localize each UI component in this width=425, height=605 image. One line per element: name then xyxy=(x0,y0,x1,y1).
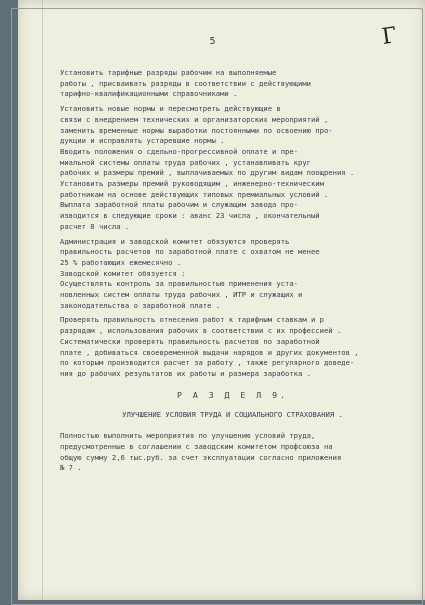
text-line: Проверять правильность отнесения работ к тарифным ставкам и р xyxy=(60,315,324,325)
text-line: заменить временные нормы выработки постоянными по освоению про- xyxy=(60,125,333,135)
text-line: ния до рабочих результатов их работы и размера заработка . xyxy=(60,368,311,378)
text-line: Установить тарифные разряды рабочим на выполняемые xyxy=(60,68,277,77)
handwritten-mark: Г xyxy=(380,23,399,50)
margin-rule xyxy=(42,0,43,600)
text-line: работникам на основе действующих типовых премиальных условий . xyxy=(60,189,329,199)
text-line: предусмотренные в соглашении с заводским комитетом профсоюза на xyxy=(60,441,333,451)
text-line: Установить размеры премий руководящим , инженерно-техническим xyxy=(60,179,324,189)
text-line: новленных систем оплаты труда рабочих , ИТР и служащих и xyxy=(60,290,303,300)
text-line: правильность расчетов по заработной плате с охватом не менее xyxy=(60,247,320,257)
text-line: Установить новые нормы и пересмотреть действующие в xyxy=(60,104,281,114)
text-line: работы , присваивать разряды в соответствии с действующими xyxy=(60,78,311,88)
text-line: № 7 . xyxy=(60,463,82,473)
text-line: Полностью выполнить мероприятия по улучшению условий труда, xyxy=(60,431,316,441)
text-line: Вводить положения о сдельно-прогрессивной оплате и пре- xyxy=(60,146,298,156)
text-line: 25 % работающих ежемесячно . xyxy=(60,257,182,267)
text-line: плате , добиваться своевременной выдачи нарядов и других документов , xyxy=(60,347,359,357)
text-line: рабочих и размеры премий , выплачиваемых по другим видам поощрения . xyxy=(60,168,355,178)
text-line: Осуществлять контроль за правильностью применения уста- xyxy=(60,279,298,289)
text-line: по которым производится расчет за работу , также регулярного доведе- xyxy=(60,358,355,368)
text-line: законодательства о заработной плате . xyxy=(60,300,221,310)
text-line: миальной системы оплаты труда рабочих , устанавливать круг xyxy=(60,157,311,167)
page-number: 5 xyxy=(209,36,216,47)
text-line: расчет 8 числа . xyxy=(60,221,130,231)
text-line: Заводской комитет обязуется : xyxy=(60,268,186,278)
text-line: разрядам , использования рабочих в соответствии с их профессией . xyxy=(60,326,342,336)
section-heading: Р А З Д Е Л 9. xyxy=(176,389,288,400)
text-line: Систематически проверять правильность расчетов по заработной xyxy=(60,336,320,346)
text-line: Администрация и заводской комитет обязуются проверять xyxy=(60,236,290,246)
text-line: общую сумму 2,6 тыс.руб. за счет эксплуатации согласно приложения xyxy=(60,452,342,462)
text-line: дукции и исправлять устаревшие нормы . xyxy=(60,136,225,146)
section-title: УЛУЧШЕНИЕ УСЛОВИЯ ТРУДА И СОЦИАЛЬНОГО СТРАХОВАНИЯ . xyxy=(122,410,343,420)
text-line: связи с внедрением технических и организаторских мероприятий , xyxy=(60,114,329,124)
text-line: тарифно-квалификационными справочниками . xyxy=(60,89,238,99)
text-line: изводится в следующие сроки : аванс 23 числа , окончательный xyxy=(60,211,320,221)
text-line: Выплата заработной платы рабочим и служащим завода про- xyxy=(60,200,298,210)
body-text xyxy=(60,68,405,474)
